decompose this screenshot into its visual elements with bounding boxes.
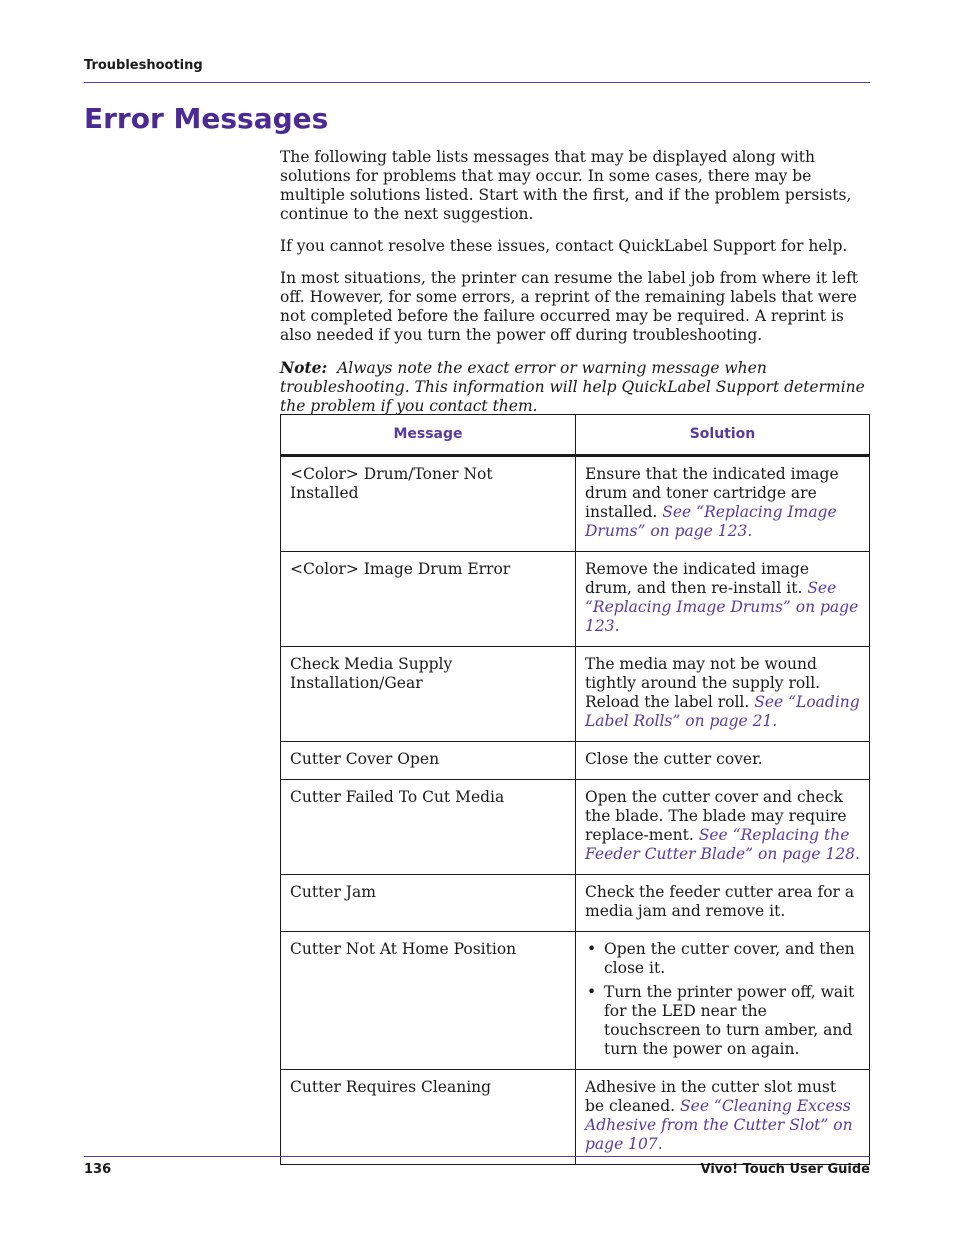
table-row bbox=[281, 875, 870, 932]
message-cell: <Color> Drum/Toner Not Installed bbox=[281, 456, 576, 552]
column-header-solution: Solution bbox=[576, 415, 870, 456]
note bbox=[280, 358, 870, 416]
message-cell: Cutter Not At Home Position bbox=[281, 932, 576, 1070]
message-cell: Cutter Jam bbox=[281, 875, 576, 932]
running-header: Troubleshooting bbox=[84, 58, 203, 73]
intro-paragraph-3: In most situations, the printer can resume the label job from where it left off. However, for some errors, a reprint of the remaining labels that were not completed before the failure occurred may be required. A reprint is also needed if you turn the power off during troubleshooting. bbox=[280, 269, 859, 344]
solution-cell bbox=[576, 552, 870, 647]
note-text: Always note the exact error or warning message when troubleshooting. This information will help QuickLabel Support determine the problem if you contact them. bbox=[280, 359, 865, 415]
table-row bbox=[281, 1070, 870, 1165]
solution-cell bbox=[576, 742, 870, 780]
message-cell: Cutter Cover Open bbox=[281, 742, 576, 780]
solution-text: Check the feeder cutter area for a media jam and remove it. bbox=[585, 883, 855, 920]
guide-title: Vivo! Touch User Guide bbox=[700, 1162, 870, 1177]
intro-paragraph-2: If you cannot resolve these issues, contact QuickLabel Support for help. bbox=[280, 237, 848, 255]
error-messages-table bbox=[280, 414, 870, 1165]
table-row bbox=[281, 932, 870, 1070]
solution-cell bbox=[576, 456, 870, 552]
table-row bbox=[281, 647, 870, 742]
table-row bbox=[281, 780, 870, 875]
table-row bbox=[281, 456, 870, 552]
solution-text: The media may not be wound tightly around the supply roll. Reload the label roll. bbox=[585, 655, 821, 711]
solution-bullet: • Turn the printer power off, wait for the LED near the touchscreen to turn amber, and turn the power on again. bbox=[585, 983, 860, 1059]
solution-text: Open the cutter cover and check the blade. The blade may require replace-ment. bbox=[585, 788, 847, 844]
header-rule bbox=[84, 82, 870, 83]
table-row bbox=[281, 552, 870, 647]
solution-text: Remove the indicated image drum, and then re-install it. bbox=[585, 560, 810, 597]
cross-reference-link[interactable]: See “Loading Label Rolls” on page 21. bbox=[585, 693, 860, 730]
note-label: Note: bbox=[280, 358, 328, 377]
column-header-message: Message bbox=[281, 415, 576, 456]
solution-text: Adhesive in the cutter slot must be cleaned. bbox=[585, 1078, 837, 1115]
page-number: 136 bbox=[84, 1162, 112, 1177]
page-title: Error Messages bbox=[84, 102, 329, 135]
solution-text: Close the cutter cover. bbox=[585, 750, 763, 768]
message-cell: Cutter Failed To Cut Media bbox=[281, 780, 576, 875]
cross-reference-link[interactable]: See “Cleaning Excess Adhesive from the Cutter Slot” on page 107. bbox=[585, 1097, 853, 1153]
message-cell: Cutter Requires Cleaning bbox=[281, 1070, 576, 1165]
table-row bbox=[281, 742, 870, 780]
solution-cell bbox=[576, 875, 870, 932]
solution-bullet-list bbox=[585, 940, 860, 1059]
intro-paragraph-1: The following table lists messages that may be displayed along with solutions for problems that may occur. In some cases, there may be multiple solutions listed. Start with the first, and if the problem persists, continue to the next suggestion. bbox=[280, 148, 852, 223]
intro-text bbox=[280, 148, 870, 429]
message-cell: <Color> Image Drum Error bbox=[281, 552, 576, 647]
footer-rule bbox=[84, 1156, 870, 1157]
cross-reference-link[interactable]: See “Replacing Image Drums” on page 123. bbox=[585, 579, 859, 635]
cross-reference-link[interactable]: See “Replacing the Feeder Cutter Blade” on page 128. bbox=[585, 826, 860, 863]
message-cell: Check Media Supply Installation/Gear bbox=[281, 647, 576, 742]
solution-cell bbox=[576, 1070, 870, 1165]
solution-cell bbox=[576, 647, 870, 742]
solution-bullet: • Open the cutter cover, and then close it. bbox=[585, 940, 860, 978]
cross-reference-link[interactable]: See “Replacing Image Drums” on page 123. bbox=[585, 503, 837, 540]
solution-text: Ensure that the indicated image drum and toner cartridge are installed. bbox=[585, 465, 839, 521]
solution-cell bbox=[576, 780, 870, 875]
table-header-row bbox=[281, 415, 870, 456]
solution-cell bbox=[576, 932, 870, 1070]
